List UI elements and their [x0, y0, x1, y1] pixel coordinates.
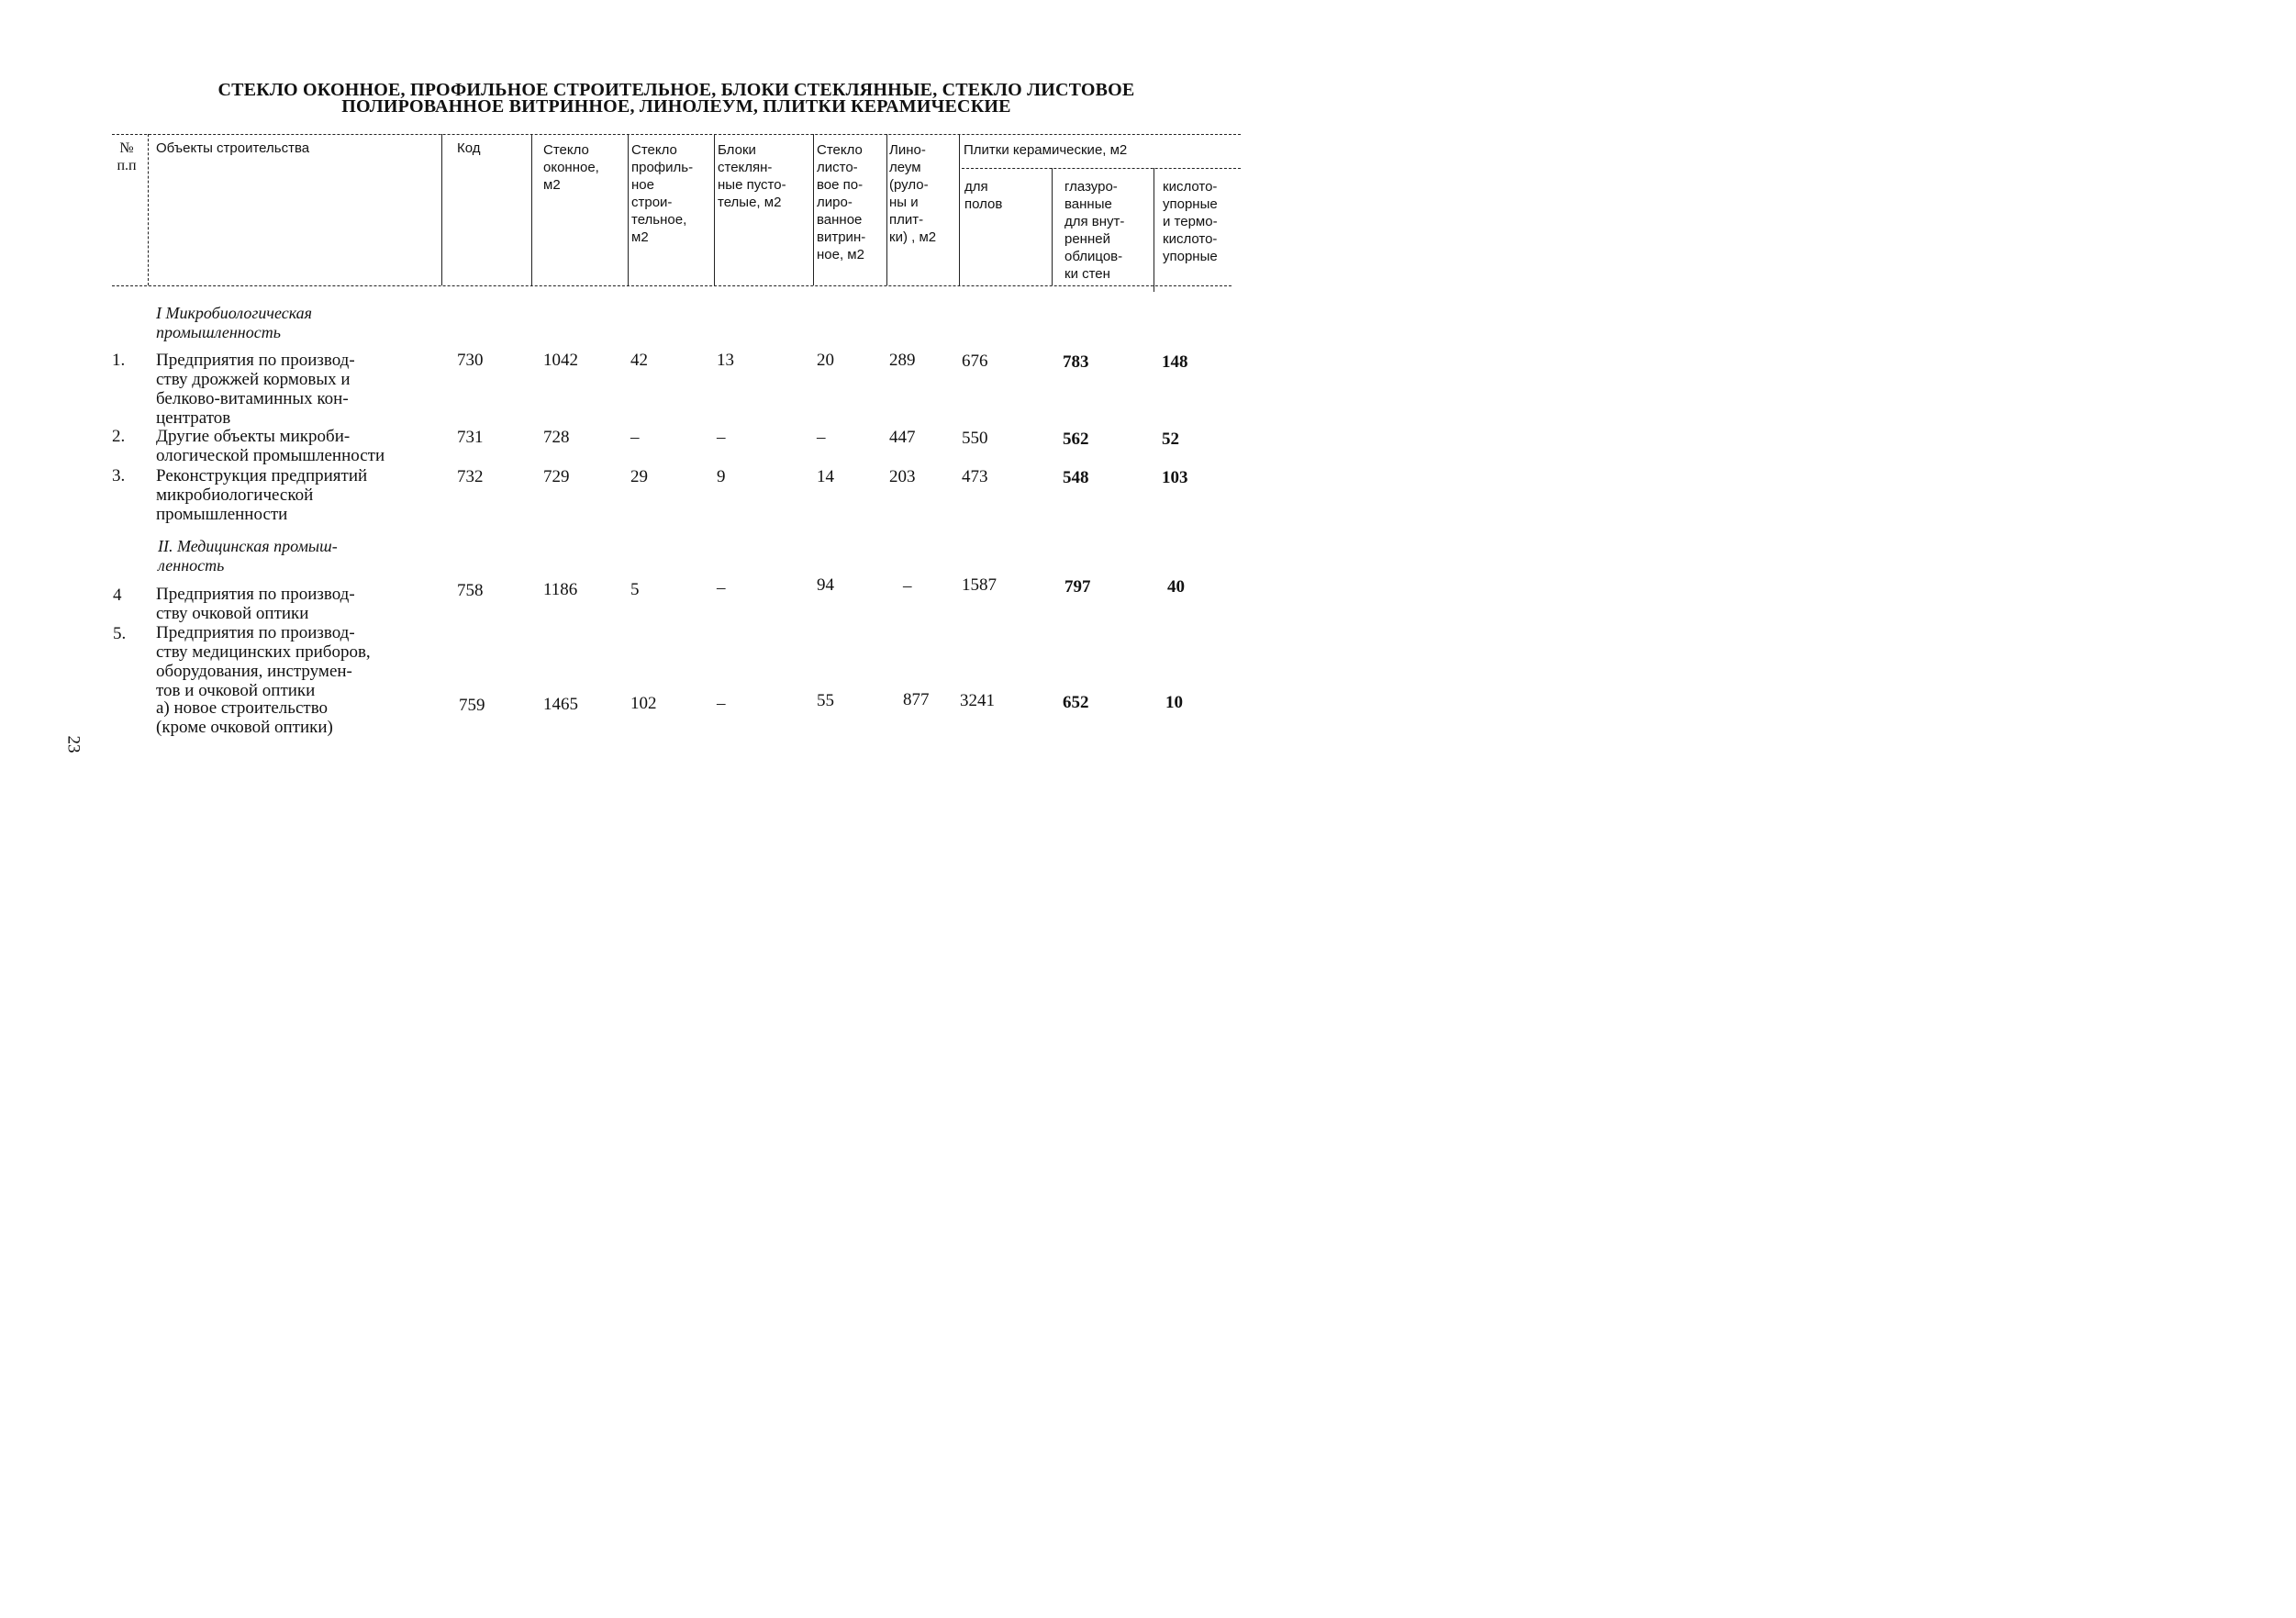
- col-divider-glass-sheet: [886, 134, 887, 285]
- code-cell: 731: [457, 428, 484, 447]
- row-number: 4: [113, 586, 122, 605]
- tiles-floor-cell: 3241: [960, 691, 995, 710]
- linoleum-cell: 447: [889, 428, 916, 447]
- tiles-glazed-cell: 797: [1064, 577, 1091, 597]
- glass-profile-cell: 29: [630, 467, 648, 486]
- tiles-acid-cell: 40: [1167, 577, 1185, 597]
- glass-sheet-cell: 94: [817, 575, 834, 595]
- tiles-glazed-cell: 783: [1063, 352, 1089, 372]
- linoleum-cell: 203: [889, 467, 916, 486]
- glass-window-cell: 1186: [543, 580, 578, 599]
- row-name: Реконструкция предприятий микробиологической промышленности: [156, 466, 368, 524]
- tiles-floor-cell: 1587: [962, 575, 997, 595]
- linoleum-cell: 289: [889, 351, 916, 370]
- glass-blocks-cell: 13: [717, 351, 734, 370]
- tiles-acid-cell: 148: [1162, 352, 1188, 372]
- tiles-floor-cell: 473: [962, 467, 988, 486]
- glass-sheet-cell: 14: [817, 467, 834, 486]
- row-name: а) новое строительство (кроме очковой оптики): [156, 698, 333, 737]
- tiles-acid-cell: 10: [1165, 693, 1183, 712]
- header-tiles-glazed: глазуро- ванные для внут- ренней облицов- ки стен: [1064, 179, 1125, 282]
- header-glass-profile: Стекло профиль- ное строи- тельное, м2: [631, 142, 694, 245]
- row-number: 5.: [113, 624, 127, 643]
- page-title-line-2: ПОЛИРОВАННОЕ ВИТРИННОЕ, ЛИНОЛЕУМ, ПЛИТКИ КЕРАМИЧЕСКИЕ: [341, 96, 1011, 117]
- col-divider-glass-profile: [714, 134, 715, 285]
- code-cell: 758: [457, 581, 484, 600]
- col-divider-tiles-floor: [1052, 168, 1053, 285]
- col-divider-code: [531, 134, 532, 285]
- row-number: 2.: [112, 427, 126, 446]
- code-cell: 732: [457, 467, 484, 486]
- section-title-medical: II. Медицинская промыш- ленность: [158, 537, 338, 575]
- header-tiles-group: Плитки керамические, м2: [964, 142, 1128, 158]
- row-name: Предприятия по производ- ству дрожжей кормовых и белково-витаминных кон- центратов: [156, 351, 355, 428]
- page-number: 23: [63, 735, 84, 753]
- glass-blocks-cell: –: [717, 428, 726, 447]
- glass-blocks-cell: 9: [717, 467, 726, 486]
- glass-sheet-cell: –: [817, 428, 826, 447]
- tiles-acid-cell: 52: [1162, 430, 1179, 449]
- row-name: Предприятия по производ- ству медицинских приборов, оборудования, инструмен- тов и очковой оптики: [156, 623, 371, 700]
- glass-window-cell: 729: [543, 467, 570, 486]
- glass-window-cell: 728: [543, 428, 570, 447]
- glass-window-cell: 1465: [543, 695, 578, 714]
- tiles-glazed-cell: 548: [1063, 468, 1089, 487]
- glass-sheet-cell: 55: [817, 691, 834, 710]
- header-glass-blocks: Блоки стеклян- ные пусто- телые, м2: [718, 142, 786, 210]
- tiles-glazed-cell: 652: [1063, 693, 1089, 712]
- linoleum-cell: 877: [903, 690, 930, 709]
- code-cell: 759: [459, 696, 485, 715]
- col-divider-num: [148, 134, 149, 285]
- tiles-floor-cell: 676: [962, 351, 988, 371]
- section-title-microbiology: I Микробиологическая промышленность: [156, 304, 313, 341]
- tiles-acid-cell: 103: [1162, 468, 1188, 487]
- header-tiles-floor: для полов: [964, 179, 1003, 212]
- tiles-group-rule: [962, 168, 1241, 169]
- header-code: Код: [457, 140, 481, 156]
- header-num: № п.п: [117, 140, 137, 173]
- row-number: 3.: [112, 466, 126, 485]
- header-glass-window: Стекло оконное, м2: [543, 142, 599, 193]
- col-divider-glass-window: [628, 134, 629, 285]
- page-title-line-1: СТЕКЛО ОКОННОЕ, ПРОФИЛЬНОЕ СТРОИТЕЛЬНОЕ, БЛОКИ СТЕКЛЯННЫЕ, СТЕКЛО ЛИСТОВОЕ: [217, 80, 1135, 100]
- col-divider-linoleum: [959, 134, 960, 285]
- header-objects: Объекты строительства: [156, 140, 310, 156]
- tiles-glazed-cell: 562: [1063, 430, 1089, 449]
- row-name: Предприятия по производ- ству очковой оптики: [156, 585, 355, 623]
- col-divider-objects: [441, 134, 442, 285]
- col-divider-glass-blocks: [813, 134, 814, 285]
- header-top-rule: [112, 134, 1241, 135]
- glass-profile-cell: 42: [630, 351, 648, 370]
- row-name: Другие объекты микроби- ологической промышленности: [156, 427, 385, 465]
- header-tiles-acid: кислото- упорные и термо- кислото- упорные: [1163, 179, 1218, 264]
- tiles-floor-cell: 550: [962, 429, 988, 448]
- glass-profile-cell: 102: [630, 694, 657, 713]
- code-cell: 730: [457, 351, 484, 370]
- glass-window-cell: 1042: [543, 351, 578, 370]
- glass-blocks-cell: –: [717, 578, 726, 597]
- header-bottom-rule: [112, 285, 1232, 286]
- glass-profile-cell: –: [630, 428, 640, 447]
- row-number: 1.: [112, 351, 126, 370]
- header-glass-sheet: Стекло листо- вое по- лиро- ванное витрин- ное, м2: [817, 142, 866, 262]
- header-linoleum: Лино- леум (руло- ны и плит- ки) , м2: [889, 142, 937, 245]
- linoleum-cell: –: [903, 576, 912, 596]
- glass-profile-cell: 5: [630, 580, 640, 599]
- glass-sheet-cell: 20: [817, 351, 834, 370]
- glass-blocks-cell: –: [717, 694, 726, 713]
